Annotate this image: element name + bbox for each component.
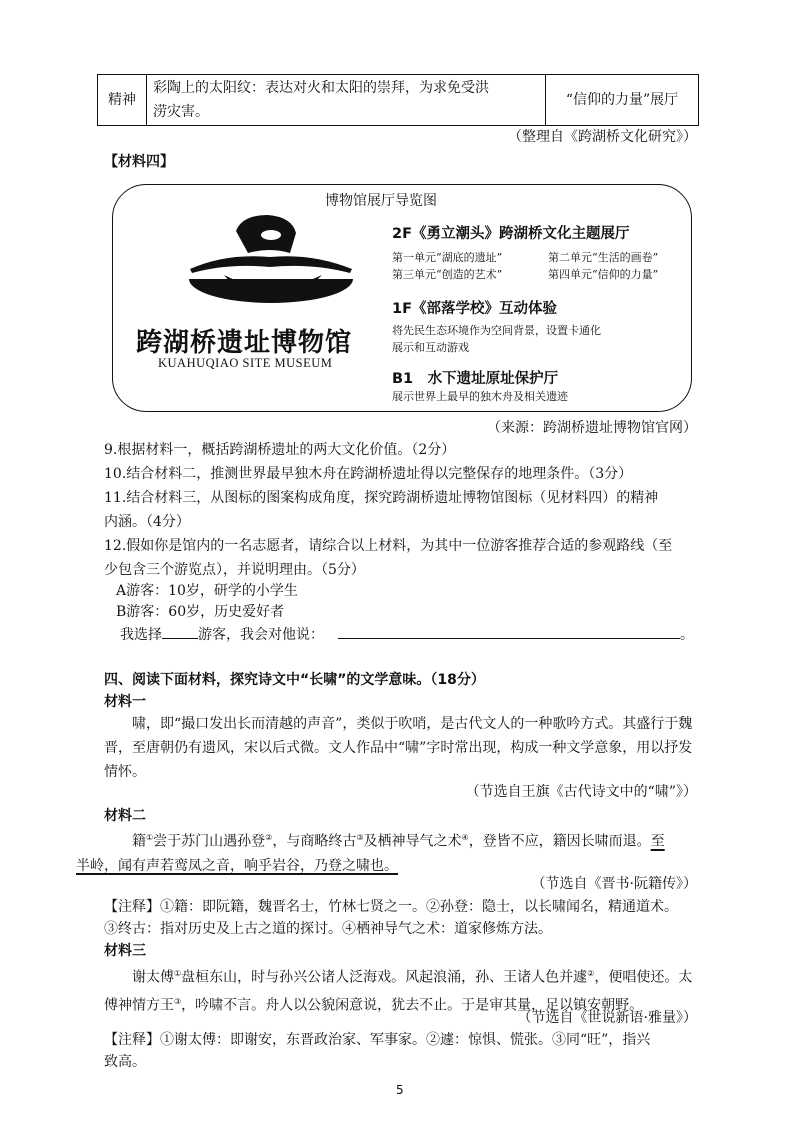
material3-seg1: 谢太傅 (132, 969, 174, 986)
guide-source: （来源：跨湖桥遗址博物馆官网） (487, 420, 697, 436)
material2-text (76, 826, 696, 878)
floor-b1-desc: 展示世界上最早的独木舟及相关遗迹 (392, 390, 568, 403)
material3-seg3: ，便唱使还。 (594, 969, 679, 986)
table-source: （整理自《跨湖桥文化研究》） (508, 129, 697, 145)
material2-note2: ③终古：指对历史及上古之道的探讨。④栖神导气之术：道家修炼方法。 (104, 921, 552, 937)
material3-seg5: ，吟啸不言。舟人以公貌闲意说，犹去不止。于是审其量，足以镇安朝野。 (181, 997, 644, 1014)
answer-blank[interactable] (338, 624, 680, 639)
floor-2f-unit1: 第一单元“湖底的遗址” (392, 251, 503, 264)
question-11-line2: 内涵。（4分） (104, 514, 190, 530)
material2-title: 材料二 (104, 808, 146, 824)
footnote-2: ② (587, 969, 595, 978)
table-row (98, 75, 699, 126)
floor-2f-unit4: 第四单元“信仰的力量” (548, 268, 659, 281)
floor-2f-title: 2F《勇立潮头》跨湖桥文化主题展厅 (392, 226, 630, 242)
visitor-a: A游客：10岁，研学的小学生 (116, 583, 298, 599)
floor-1f-desc-line2: 展示和互动游戏 (392, 341, 469, 354)
table-cell-hall: “信仰的力量”展厅 (546, 75, 699, 126)
material3-seg2: 盘桓东山，时与孙兴公诸人泛海戏。风起浪涌，孙、王诸人色并遽 (181, 969, 588, 986)
answer-line (120, 624, 694, 645)
page-number: 5 (396, 1083, 404, 1097)
question-10: 10.结合材料二，推测世界最早独木舟在跨湖桥遗址得以完整保存的地理条件。（3分） (104, 466, 633, 482)
answer-end: 。 (680, 627, 694, 643)
material3-title: 材料三 (104, 943, 146, 959)
museum-name-en: KUAHUQIAO SITE MUSEUM (158, 356, 333, 370)
floor-1f-desc-line1: 将先民生态环境作为空间背景，设置卡通化 (392, 324, 601, 337)
visitor-b: B游客：60岁，历史爱好者 (116, 604, 285, 620)
material3-note1: 【注释】①谢太傅：即谢安，东晋政治家、军事家。②遽：惊惧、慌张。③同“旺”，指兴 (104, 1032, 651, 1048)
table-cell-description-line2: 涝灾害。 (153, 104, 209, 120)
museum-logo-icon (186, 213, 356, 313)
answer-prefix: 我选择 (120, 627, 162, 643)
material1-source: （节选自王旗《古代诗文中的“啸”》） (465, 784, 697, 800)
floor-2f-unit3: 第三单元“创造的艺术” (392, 268, 503, 281)
visitor-choice-blank[interactable] (162, 624, 198, 639)
exhibit-table (97, 74, 699, 126)
table-cell-category: 精神 (98, 75, 147, 126)
footnote-4: ④ (461, 833, 469, 842)
floor-b1-title: B1 水下遗址原址保护厅 (392, 371, 559, 387)
table-cell-description (147, 75, 546, 126)
footnote-3: ③ (174, 996, 182, 1006)
table-cell-description-line1: 彩陶上的太阳纹：表达对火和太阳的崇拜，为求免受洪 (153, 80, 489, 96)
floor-1f-title: 1F《部落学校》互动体验 (392, 301, 557, 317)
material2-seg4: 及栖神导气之术 (363, 833, 462, 850)
section4-heading: 四、阅读下面材料，探究诗文中“长啸”的文学意味。（18分） (104, 672, 485, 688)
material2-seg1: 籍 (132, 833, 146, 850)
material2-seg3: ，与商略终古 (272, 833, 357, 850)
footnote-1: ① (174, 969, 182, 978)
material1-text: 啸，即“撮口发出长而清越的声音”，类似于吹哨，是古代文人的一种歌吟方式。其盛行于魏晋，至唐朝仍有遗风，宋以后式微。文人作品中“啸”字时常出现，构成一种文学意象，用以抒发情怀。 (104, 716, 693, 780)
question-12-line2: 少包含三个游览点），并说明理由。（5分） (104, 562, 365, 578)
material2-seg2: 尝于苏门山遇孙登 (153, 833, 266, 850)
material3-note2: 致高。 (104, 1054, 146, 1070)
material2-underlined-2: 半岭，闻有声若鸾凤之音，响乎岩谷，乃登之啸也。 (76, 857, 398, 874)
material1-title: 材料一 (104, 694, 146, 710)
material2-seg5: ，登皆不应，籍因长啸而退。 (468, 833, 651, 850)
material3-source: （节选自《世说新语·雅量》） (517, 1010, 697, 1026)
question-9: 9.根据材料一，概括跨湖桥遗址的两大文化价值。（2分） (104, 442, 456, 458)
footnote-2: ② (265, 833, 273, 842)
museum-name-cn: 跨湖桥遗址博物馆 (136, 328, 353, 358)
floor-2f-unit2: 第二单元“生活的画卷” (548, 251, 659, 264)
material4-title: 【材料四】 (104, 154, 174, 170)
material2-note1: 【注释】①籍：即阮籍，魏晋名士，竹林七贤之一。②孙登：隐士，以长啸闻名，精通道术。 (104, 899, 678, 915)
material2-source: （节选自《晋书·阮籍传》） (531, 876, 697, 892)
answer-middle: 游客，我会对他说： (198, 627, 324, 643)
material2-underlined-1: 至 (650, 833, 665, 850)
question-12-line1: 12.假如你是馆内的一名志愿者，请综合以上材料，为其中一位游客推荐合适的参观路线（至 (104, 538, 673, 554)
material3-seg4: 太傅神情方王 (104, 969, 693, 1014)
guide-title: 博物馆展厅导览图 (325, 193, 437, 209)
footnote-1: ① (146, 833, 154, 842)
question-11-line1: 11.结合材料三，从图标的图案构成角度，探究跨湖桥遗址博物馆图标（见材料四）的精神 (104, 490, 659, 506)
footnote-3: ③ (356, 833, 364, 842)
